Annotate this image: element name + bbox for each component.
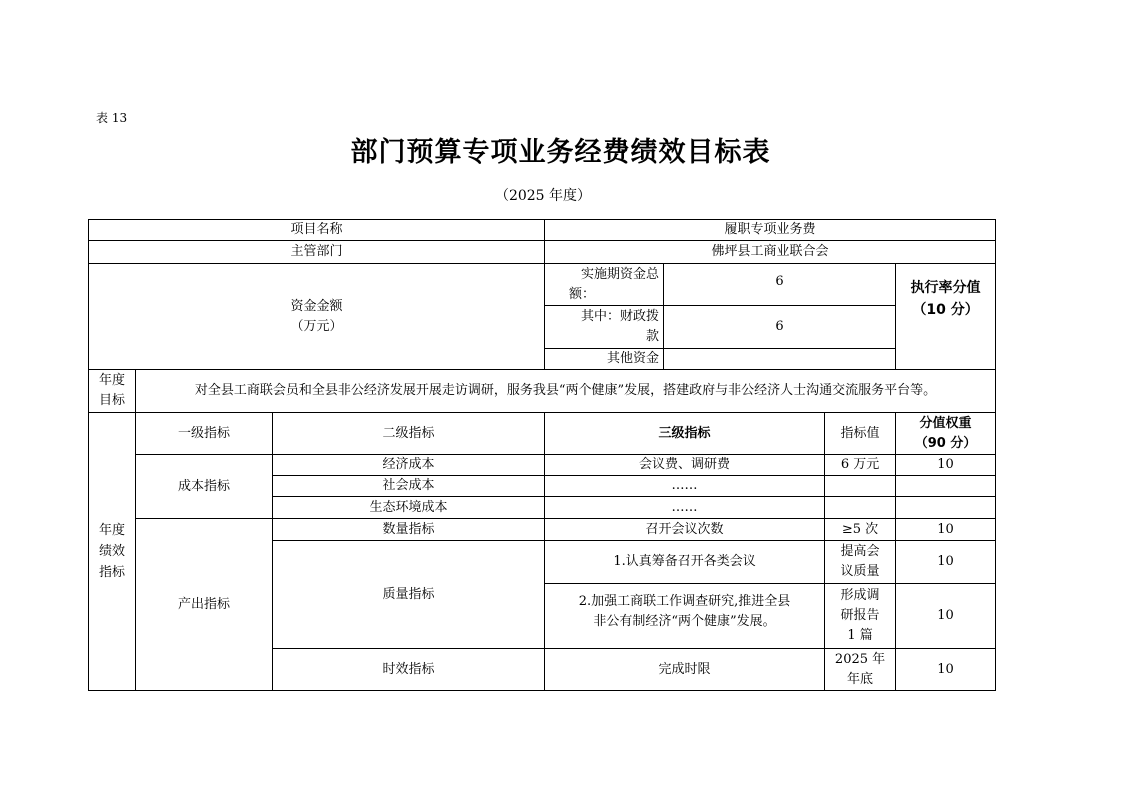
level3-cell: …… bbox=[545, 476, 825, 497]
level2-cell: 经济成本 bbox=[273, 455, 545, 476]
value-l1: 提高会 bbox=[840, 544, 880, 559]
level2-cell: 时效指标 bbox=[273, 649, 545, 691]
value-l1: 形成调 bbox=[840, 588, 880, 603]
value-l2: 年底 bbox=[847, 671, 874, 687]
level3-cell: 1.认真筹备召开各类会议 bbox=[545, 541, 825, 584]
header-level3: 三级指标 bbox=[545, 413, 825, 455]
header-level2: 二级指标 bbox=[273, 413, 545, 455]
value-cell bbox=[825, 541, 896, 584]
value-l3: 1 篇 bbox=[847, 628, 873, 643]
rate-label-l2: （10 分） bbox=[912, 301, 979, 318]
execution-rate-score bbox=[896, 264, 996, 370]
value-cell bbox=[825, 649, 896, 691]
funds-label-line2: （万元） bbox=[290, 318, 343, 334]
level2-cell: 生态环境成本 bbox=[273, 497, 545, 519]
department-value: 佛坪县工商业联合会 bbox=[545, 241, 996, 264]
rate-label-l1: 执行率分值 bbox=[910, 279, 981, 296]
page-title: 部门预算专项业务经费绩效目标表 bbox=[350, 137, 771, 168]
goal-label-l2: 目标 bbox=[98, 393, 125, 408]
header-value: 指标值 bbox=[825, 413, 896, 455]
table-row bbox=[89, 519, 996, 541]
fiscal-year: （2025 年度） bbox=[494, 188, 592, 204]
table-number: 表 13 bbox=[96, 111, 128, 125]
weight-cell: 10 bbox=[896, 455, 996, 476]
value-cell: 6 万元 bbox=[825, 455, 896, 476]
fiscal-label-l1: 其中：财政拨 bbox=[581, 309, 660, 324]
total-funds-value: 6 bbox=[664, 264, 896, 306]
level2-cell: 社会成本 bbox=[273, 476, 545, 497]
goal-label-l1: 年度 bbox=[98, 373, 125, 388]
indicator-header-row bbox=[89, 413, 996, 455]
output-indicator-label: 产出指标 bbox=[136, 519, 273, 691]
level3-cell: 完成时限 bbox=[545, 649, 825, 691]
funds-label-line1: 资金金额 bbox=[290, 298, 343, 314]
weight-cell: 10 bbox=[896, 541, 996, 584]
other-funds-label: 其他资金 bbox=[545, 349, 664, 370]
total-funds-label-l2: 额： bbox=[569, 286, 596, 302]
total-funds-label-l1: 实施期资金总 bbox=[581, 266, 660, 282]
annual-goal-row bbox=[89, 370, 996, 413]
annual-goal-text: 对全县工商联会员和全县非公经济发展开展走访调研，服务我县“两个健康”发展，搭建政府与非公经济人士沟通交流服务平台等。 bbox=[136, 370, 996, 413]
department-label: 主管部门 bbox=[89, 241, 545, 264]
level3-cell bbox=[545, 584, 825, 649]
fiscal-funds-value: 6 bbox=[664, 306, 896, 349]
weight-cell bbox=[896, 476, 996, 497]
level3-cell: 会议费、调研费 bbox=[545, 455, 825, 476]
weight-header-l2: （90 分） bbox=[914, 435, 977, 451]
fiscal-funds-label bbox=[545, 306, 664, 349]
value-cell bbox=[825, 476, 896, 497]
weight-cell bbox=[896, 497, 996, 519]
value-cell bbox=[825, 584, 896, 649]
section-label-l1: 年度 bbox=[98, 523, 125, 538]
weight-header-l1: 分值权重 bbox=[919, 415, 972, 431]
cost-indicator-label: 成本指标 bbox=[136, 455, 273, 519]
header-level1: 一级指标 bbox=[136, 413, 273, 455]
weight-cell: 10 bbox=[896, 519, 996, 541]
value-l2: 研报告 bbox=[840, 608, 880, 623]
total-funds-label bbox=[545, 264, 664, 306]
project-name-label: 项目名称 bbox=[89, 220, 545, 241]
indicator-section-label bbox=[89, 413, 136, 691]
section-label-l3: 指标 bbox=[98, 565, 125, 580]
weight-cell: 10 bbox=[896, 584, 996, 649]
table-row bbox=[89, 455, 996, 476]
funds-amount-label bbox=[89, 264, 545, 370]
funds-total-row bbox=[89, 264, 996, 306]
value-l2: 议质量 bbox=[840, 564, 880, 579]
value-cell: ≥5 次 bbox=[825, 519, 896, 541]
fiscal-label-l2: 款 bbox=[646, 329, 660, 344]
header-weight bbox=[896, 413, 996, 455]
project-name-value: 履职专项业务费 bbox=[545, 220, 996, 241]
level2-cell: 质量指标 bbox=[273, 541, 545, 649]
weight-cell: 10 bbox=[896, 649, 996, 691]
section-label-l2: 绩效 bbox=[98, 544, 125, 559]
level2-cell: 数量指标 bbox=[273, 519, 545, 541]
value-l1: 2025 年 bbox=[834, 651, 886, 667]
level3-l1: 2.加强工商联工作调查研究,推进全县 bbox=[578, 594, 791, 609]
level3-l2: 非公有制经济“两个健康”发展。 bbox=[593, 614, 776, 629]
performance-target-table bbox=[88, 219, 996, 691]
level3-cell: …… bbox=[545, 497, 825, 519]
level3-cell: 召开会议次数 bbox=[545, 519, 825, 541]
value-cell bbox=[825, 497, 896, 519]
department-row bbox=[89, 241, 996, 264]
project-name-row bbox=[89, 220, 996, 241]
annual-goal-label bbox=[89, 370, 136, 413]
other-funds-value bbox=[664, 349, 896, 370]
